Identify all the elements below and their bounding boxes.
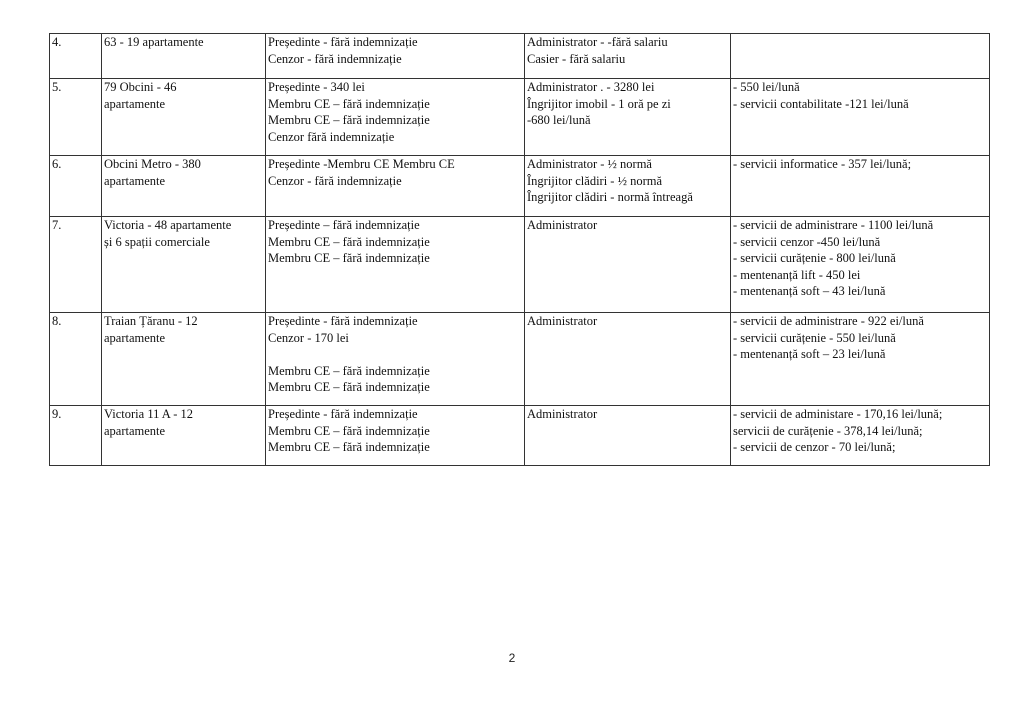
cell-line: Cenzor - fără indemnizație	[268, 51, 402, 66]
cell-line: Președinte - fără indemnizație	[268, 407, 418, 421]
table-row	[50, 406, 990, 466]
cell-line: Președinte - 340 lei	[268, 80, 365, 94]
services-cell	[731, 406, 990, 466]
cell-line: Administrator	[527, 314, 598, 328]
staff-cell	[525, 34, 731, 79]
cell-line: 79 Obcini - 46	[104, 80, 177, 94]
cell-line: Membru CE – fără indemnizație	[268, 234, 430, 249]
cell-line: Membru CE – fără indemnizație	[268, 380, 430, 394]
cell-line: - servicii curățenie - 550 lei/lună	[733, 330, 896, 345]
committee-cell	[266, 79, 525, 156]
committee-cell	[266, 156, 525, 217]
cell-line: Administrator - -fără salariu	[527, 35, 668, 49]
committee-cell	[266, 217, 525, 313]
committee-cell	[266, 313, 525, 406]
cell-line: - servicii cenzor -450 lei/lună	[733, 234, 881, 249]
cell-line: 7.	[52, 218, 62, 232]
association-name-cell	[102, 79, 266, 156]
row-number-cell	[50, 34, 102, 79]
cell-line: Cenzor - fără indemnizație	[268, 173, 402, 188]
table-body	[50, 34, 990, 466]
cell-line: - servicii de administrare - 922 ei/lună	[733, 314, 924, 328]
associations-table	[49, 33, 990, 466]
cell-line: - servicii de administrare - 1100 lei/lună	[733, 218, 934, 232]
cell-line: Membru CE – fără indemnizație	[268, 113, 430, 127]
cell-line: Administrator . - 3280 lei	[527, 80, 655, 94]
cell-line: Îngrijitor clădiri - normă întreagă	[527, 190, 693, 204]
table-row	[50, 156, 990, 217]
cell-line: - mentenanță lift - 450 lei	[733, 267, 861, 282]
cell-line: - servicii de administare - 170,16 lei/lună;	[733, 407, 943, 421]
committee-cell	[266, 406, 525, 466]
services-cell	[731, 313, 990, 406]
staff-cell	[525, 406, 731, 466]
row-number-cell	[50, 217, 102, 313]
services-cell	[731, 34, 990, 79]
cell-line: - 550 lei/lună	[733, 80, 800, 94]
services-cell	[731, 79, 990, 156]
cell-line: 4.	[52, 35, 62, 49]
cell-line: Membru CE – fără indemnizație	[268, 423, 430, 438]
cell-line: Membru CE – fără indemnizație	[268, 251, 430, 265]
cell-line: Administrator - ½ normă	[527, 157, 652, 171]
cell-line: Îngrijitor clădiri - ½ normă	[527, 173, 663, 188]
staff-cell	[525, 313, 731, 406]
row-number-cell	[50, 406, 102, 466]
table-row	[50, 217, 990, 313]
cell-line: Administrator	[527, 218, 598, 232]
cell-line: Administrator	[527, 407, 598, 421]
cell-line: Membru CE – fără indemnizație	[268, 440, 430, 454]
cell-line: Îngrijitor imobil - 1 oră pe zi	[527, 96, 671, 111]
table-row	[50, 79, 990, 156]
cell-line: - servicii informatice - 357 lei/lună;	[733, 157, 912, 171]
cell-line: Membru CE – fără indemnizație	[268, 363, 430, 378]
cell-line: Cenzor fără indemnizație	[268, 129, 395, 144]
cell-line: și 6 spații comerciale	[104, 234, 210, 249]
cell-line: -680 lei/lună	[527, 113, 591, 127]
cell-line	[268, 346, 522, 363]
cell-line: 5.	[52, 80, 62, 94]
association-name-cell	[102, 313, 266, 406]
cell-line: apartamente	[104, 96, 166, 111]
cell-line: - mentenanță soft – 23 lei/lună	[733, 347, 886, 361]
staff-cell	[525, 79, 731, 156]
committee-cell	[266, 34, 525, 79]
cell-line: - mentenanță soft – 43 lei/lună	[733, 284, 886, 298]
cell-line: Președinte - fără indemnizație	[268, 35, 418, 49]
cell-line: 9.	[52, 407, 62, 421]
page-number: 2	[508, 651, 516, 665]
cell-line: Președinte - fără indemnizație	[268, 314, 418, 328]
association-name-cell	[102, 217, 266, 313]
cell-line: Cenzor - 170 lei	[268, 330, 349, 345]
cell-line: Obcini Metro - 380	[104, 157, 201, 171]
table-row	[50, 313, 990, 406]
row-number-cell	[50, 156, 102, 217]
cell-line: servicii de curățenie - 378,14 lei/lună;	[733, 423, 923, 438]
cell-line: Casier - fără salariu	[527, 51, 626, 66]
association-name-cell	[102, 34, 266, 79]
table-row	[50, 34, 990, 79]
services-cell	[731, 217, 990, 313]
cell-line: apartamente	[104, 173, 166, 188]
cell-line: apartamente	[104, 330, 166, 345]
cell-line: Președinte – fără indemnizație	[268, 218, 420, 232]
row-number-cell	[50, 313, 102, 406]
services-cell	[731, 156, 990, 217]
staff-cell	[525, 217, 731, 313]
cell-line: Traian Țăranu - 12	[104, 314, 198, 328]
cell-line: Membru CE – fără indemnizație	[268, 96, 430, 111]
association-name-cell	[102, 156, 266, 217]
cell-line: - servicii contabilitate -121 lei/lună	[733, 96, 909, 111]
cell-line: apartamente	[104, 423, 166, 438]
cell-line: Victoria - 48 apartamente	[104, 218, 232, 232]
association-name-cell	[102, 406, 266, 466]
staff-cell	[525, 156, 731, 217]
row-number-cell	[50, 79, 102, 156]
cell-line: 63 - 19 apartamente	[104, 35, 204, 49]
cell-line: Președinte -Membru CE Membru CE	[268, 157, 455, 171]
cell-line: - servicii curățenie - 800 lei/lună	[733, 251, 896, 265]
cell-line: 8.	[52, 314, 62, 328]
cell-line: - servicii de cenzor - 70 lei/lună;	[733, 440, 896, 454]
cell-line: Victoria 11 A - 12	[104, 407, 194, 421]
cell-line: 6.	[52, 157, 62, 171]
